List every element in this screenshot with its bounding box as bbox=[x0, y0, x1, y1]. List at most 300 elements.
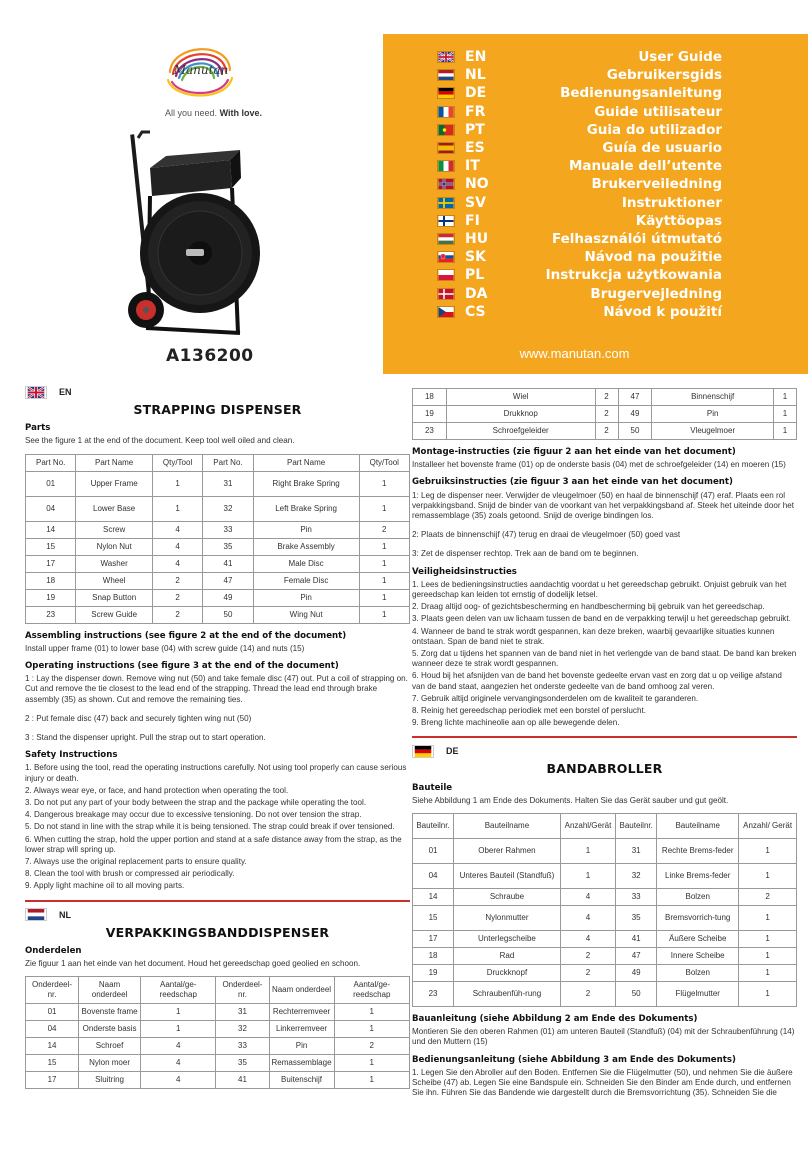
lang-code: FR bbox=[465, 103, 486, 120]
section-lang-code: NL bbox=[59, 909, 71, 920]
table-cell: Bremsvorrich-tung bbox=[657, 906, 739, 931]
parts-table-de bbox=[412, 813, 797, 1007]
finland-flag-icon bbox=[437, 215, 455, 227]
table-cell: 1 bbox=[359, 606, 409, 623]
table-cell: 1 bbox=[739, 965, 797, 982]
table-cell: 17 bbox=[413, 931, 454, 948]
table-cell: Schroefgeleider bbox=[446, 423, 595, 440]
right-column bbox=[412, 388, 797, 1101]
lang-title: User Guide bbox=[638, 49, 722, 66]
section-divider bbox=[412, 736, 797, 738]
table-cell: Linke Brems-feder bbox=[657, 864, 739, 889]
table-cell: 1 bbox=[560, 839, 615, 864]
table-cell: 2 bbox=[595, 423, 618, 440]
operating-step-3: 3: Zet de dispenser rechtop. Trek aan de band om te beginnen. bbox=[412, 549, 639, 559]
language-list bbox=[437, 48, 722, 321]
lang-title: Felhasználói útmutató bbox=[551, 230, 722, 247]
parts-heading: Bauteile bbox=[412, 782, 453, 793]
table-cell: Schraube bbox=[454, 889, 561, 906]
table-cell: Right Brake Spring bbox=[253, 471, 359, 496]
safety-item: 9. Apply light machine oil to all moving parts. bbox=[25, 881, 185, 891]
table-cell: 47 bbox=[616, 948, 657, 965]
table-cell: 23 bbox=[413, 982, 454, 1007]
table-header: Naam onderdeel bbox=[269, 977, 334, 1004]
table-cell: Bovenste frame bbox=[79, 1004, 141, 1021]
table-cell: 4 bbox=[152, 521, 202, 538]
lang-row-cs bbox=[437, 303, 722, 321]
safety-item: 4. Dangerous breakage may occur due to excessive tensioning. Do not over tension the strap. bbox=[25, 810, 362, 820]
safety-item: 2. Draag altijd oog- of gezichtsbescherming en handbescherming bij gebruik van het gereedschap. bbox=[412, 602, 765, 612]
table-cell: Oberer Rahmen bbox=[454, 839, 561, 864]
lang-code: EN bbox=[465, 49, 487, 66]
lang-code: DA bbox=[465, 285, 488, 302]
table-cell: Rechte Brems-feder bbox=[657, 839, 739, 864]
table-cell: 04 bbox=[26, 496, 76, 521]
lang-row-da bbox=[437, 284, 722, 302]
table-cell: 01 bbox=[413, 839, 454, 864]
table-cell: 1 bbox=[334, 1004, 409, 1021]
lang-title: Instruktioner bbox=[621, 194, 722, 211]
table-cell: 1 bbox=[359, 496, 409, 521]
table-cell: 1 bbox=[739, 906, 797, 931]
table-cell: Bolzen bbox=[657, 965, 739, 982]
table-row bbox=[26, 572, 410, 589]
table-header-row bbox=[413, 814, 797, 839]
safety-heading: Safety Instructions bbox=[25, 750, 118, 761]
table-cell: 17 bbox=[26, 555, 76, 572]
lang-title: Návod na použitie bbox=[584, 249, 722, 266]
table-cell: 4 bbox=[560, 906, 615, 931]
table-cell: 1 bbox=[739, 948, 797, 965]
table-cell: Linkerremveer bbox=[269, 1021, 334, 1038]
table-cell: Unterlegscheibe bbox=[454, 931, 561, 948]
safety-item: 6. Houd bij het afsnijden van de band het bovenste gedeelte ervan vast en zorg dat u op veilige afstand van de band staat, aangezien het onderste gedeelte van de band omhoog zal veren. bbox=[412, 671, 782, 691]
table-cell: 4 bbox=[141, 1072, 216, 1089]
parts-heading: Parts bbox=[25, 423, 51, 434]
table-cell: Male Disc bbox=[253, 555, 359, 572]
table-header: Bauteilname bbox=[454, 814, 561, 839]
sweden-flag-icon bbox=[437, 197, 455, 209]
table-row bbox=[413, 839, 797, 864]
netherlands-flag-icon bbox=[25, 908, 47, 921]
spain-flag-icon bbox=[437, 142, 455, 154]
table-cell: 33 bbox=[616, 889, 657, 906]
table-cell: Wheel bbox=[76, 572, 152, 589]
table-header-row bbox=[26, 454, 410, 471]
table-cell: 2 bbox=[334, 1038, 409, 1055]
table-cell: Vleugelmoer bbox=[652, 423, 774, 440]
section-title: VERPAKKINGSBANDDISPENSER bbox=[105, 924, 330, 940]
table-cell: 50 bbox=[616, 982, 657, 1007]
table-cell: 2 bbox=[560, 965, 615, 982]
table-header: Onderdeel-nr. bbox=[216, 977, 269, 1004]
czech-flag-icon bbox=[437, 306, 455, 318]
table-cell: 32 bbox=[216, 1021, 269, 1038]
table-cell: 2 bbox=[560, 982, 615, 1007]
table-cell: Innere Scheibe bbox=[657, 948, 739, 965]
lang-title: Brugervejledning bbox=[590, 285, 722, 302]
table-header: Anzahl/ Gerät bbox=[739, 814, 797, 839]
table-cell: 2 bbox=[595, 389, 618, 406]
table-cell: 2 bbox=[595, 406, 618, 423]
assembling-text: Install upper frame (01) to lower base (04) with screw guide (14) and nuts (15) bbox=[25, 643, 305, 653]
operating-heading: Operating instructions (see figure 3 at the end of the document) bbox=[25, 661, 339, 672]
table-cell: 2 bbox=[152, 589, 202, 606]
lang-code: SK bbox=[465, 249, 486, 266]
table-cell: 17 bbox=[26, 1072, 79, 1089]
bau-text: Montieren Sie den oberen Rahmen (01) am unteren Bauteil (Standfuß) (04) mit der Schraubenführung (14) und den Muttern (15) bbox=[412, 1027, 795, 1047]
table-cell: 18 bbox=[413, 389, 447, 406]
table-cell: 2 bbox=[739, 889, 797, 906]
table-cell: 1 bbox=[359, 572, 409, 589]
assembling-heading: Assembling instructions (see figure 2 at the end of the document) bbox=[25, 630, 347, 641]
lang-title: Bedienungsanleitung bbox=[560, 85, 722, 102]
table-header: Aantal/ge-reedschap bbox=[334, 977, 409, 1004]
lang-code: PL bbox=[465, 267, 485, 284]
table-row bbox=[26, 521, 410, 538]
table-cell: 31 bbox=[203, 471, 253, 496]
table-cell: Nylonmutter bbox=[454, 906, 561, 931]
lang-title: Guía de usuario bbox=[602, 140, 722, 157]
table-cell: 1 bbox=[560, 864, 615, 889]
table-cell: Onderste basis bbox=[79, 1021, 141, 1038]
table-header: Part Name bbox=[76, 454, 152, 471]
lang-code: FI bbox=[465, 212, 480, 229]
safety-item: 4. Wanneer de band te strak wordt gespannen, kan deze breken, waarbij gevaarlijke situaties kunnen ontstaan. Span de band niet te strak. bbox=[412, 626, 775, 646]
header-left-panel bbox=[0, 0, 383, 374]
safety-item: 3. Plaats geen delen van uw lichaam tussen de band en de verpakking terwijl u het gereedschap gebruikt. bbox=[412, 614, 791, 624]
table-cell: Wing Nut bbox=[253, 606, 359, 623]
table-cell: Washer bbox=[76, 555, 152, 572]
lang-title: Brukerveiledning bbox=[591, 176, 722, 193]
table-row bbox=[413, 965, 797, 982]
table-cell: 1 bbox=[359, 471, 409, 496]
table-row bbox=[26, 538, 410, 555]
lang-title: Manuale dell’utente bbox=[568, 158, 722, 175]
lang-code: NO bbox=[465, 176, 489, 193]
table-cell: 31 bbox=[616, 839, 657, 864]
brand-name: Manutan bbox=[173, 63, 229, 77]
france-flag-icon bbox=[437, 106, 455, 118]
table-cell: 49 bbox=[203, 589, 253, 606]
safety-item: 3. Do not put any part of your body between the strap and the package while operating the tool. bbox=[25, 798, 367, 808]
table-cell: 04 bbox=[26, 1021, 79, 1038]
table-cell: 4 bbox=[152, 555, 202, 572]
table-cell: 14 bbox=[413, 889, 454, 906]
table-cell: 33 bbox=[203, 521, 253, 538]
montage-heading: Montage-instructies (zie figuur 2 aan het einde van het document) bbox=[412, 447, 736, 457]
table-cell: 01 bbox=[26, 471, 76, 496]
table-row bbox=[26, 496, 410, 521]
table-cell: 35 bbox=[216, 1055, 269, 1072]
table-cell: 41 bbox=[216, 1072, 269, 1089]
safety-item: 1. Lees de bedieningsinstructies aandachtig voordat u het gereedschap gebruikt. Onjuist gebruik van het gereedschap kan leiden tot ernstig of dodelijk letsel. bbox=[412, 579, 787, 600]
lang-row-pl bbox=[437, 266, 722, 284]
section-title: BANDABROLLER bbox=[546, 761, 663, 777]
table-cell: 1 bbox=[739, 864, 797, 889]
safety-item: 9. Breng lichte machineolie aan op alle bewegende delen. bbox=[412, 718, 620, 728]
table-cell: Binnenschijf bbox=[652, 389, 774, 406]
lang-row-pt bbox=[437, 121, 722, 139]
table-cell: 01 bbox=[26, 1004, 79, 1021]
table-cell: 49 bbox=[616, 965, 657, 982]
table-row bbox=[413, 423, 797, 440]
table-row bbox=[413, 906, 797, 931]
lang-code: CS bbox=[465, 303, 486, 320]
table-header: Qty/Tool bbox=[359, 454, 409, 471]
lang-title: Návod k použití bbox=[603, 303, 722, 320]
website-link[interactable]: www.manutan.com bbox=[519, 346, 630, 361]
table-cell: Female Disc bbox=[253, 572, 359, 589]
portugal-flag-icon bbox=[437, 124, 455, 136]
table-cell: 32 bbox=[616, 864, 657, 889]
table-cell: 2 bbox=[152, 572, 202, 589]
table-cell: 32 bbox=[203, 496, 253, 521]
table-cell: Rad bbox=[454, 948, 561, 965]
table-row bbox=[413, 948, 797, 965]
table-cell: 49 bbox=[618, 406, 652, 423]
uk-flag-icon bbox=[437, 51, 455, 63]
table-cell: Druckknopf bbox=[454, 965, 561, 982]
operating-step-2: 2: Plaats de binnenschijf (47) terug en draai de vleugelmoer (50) goed vast bbox=[412, 530, 681, 540]
table-cell: Buitenschijf bbox=[269, 1072, 334, 1089]
bau-heading: Bauanleitung (siehe Abbildung 2 am Ende des Dokuments) bbox=[412, 1014, 698, 1025]
table-cell: 41 bbox=[616, 931, 657, 948]
table-header: Bauteilnr. bbox=[616, 814, 657, 839]
safety-heading: Veiligheidsinstructies bbox=[412, 566, 517, 577]
netherlands-flag-icon bbox=[437, 69, 455, 81]
denmark-flag-icon bbox=[437, 288, 455, 300]
lang-row-sv bbox=[437, 194, 722, 212]
table-cell: Rechterremveer bbox=[269, 1004, 334, 1021]
table-cell: 14 bbox=[26, 1038, 79, 1055]
table-cell: Drukknop bbox=[446, 406, 595, 423]
table-cell: 1 bbox=[359, 589, 409, 606]
table-header: Part No. bbox=[203, 454, 253, 471]
lang-row-fi bbox=[437, 212, 722, 230]
lang-row-sk bbox=[437, 248, 722, 266]
norway-flag-icon bbox=[437, 178, 455, 190]
table-cell: 1 bbox=[334, 1055, 409, 1072]
table-cell: 19 bbox=[413, 965, 454, 982]
table-header-row bbox=[26, 977, 410, 1004]
section-lang-code: EN bbox=[59, 386, 72, 397]
table-cell: Sluitring bbox=[79, 1072, 141, 1089]
lang-title: Instrukcja użytkowania bbox=[545, 267, 722, 284]
table-cell: Pin bbox=[652, 406, 774, 423]
table-cell: 4 bbox=[141, 1038, 216, 1055]
lang-row-en bbox=[437, 48, 722, 66]
parts-text: Zie figuur 1 aan het einde van het document. Houd het gereedschap goed geolied en schoon. bbox=[25, 959, 361, 969]
table-cell: Äußere Scheibe bbox=[657, 931, 739, 948]
table-cell: 2 bbox=[152, 606, 202, 623]
table-cell: 31 bbox=[216, 1004, 269, 1021]
table-cell: Schraubenfüh-rung bbox=[454, 982, 561, 1007]
operating-step-1: 1. Legen Sie den Abroller auf den Boden. Entfernen Sie die Flügelmutter (50), und nehmen Sie die äußere Scheibe (47) ab. Legen Sie eine Bandspule ein. Schneiden Sie den Binder am Ende durch, und entfernen Sie ihn. Führen Sie das Bandende wie dargestellt durch die Bremsvorrichtung (35). Schneiden Sie die bbox=[412, 1067, 793, 1098]
table-cell: Upper Frame bbox=[76, 471, 152, 496]
table-cell: 4 bbox=[560, 931, 615, 948]
table-cell: 1 bbox=[359, 538, 409, 555]
safety-item: 6. When cutting the strap, hold the upper portion and stand at a safe distance away from the strap, as the lower strap will spring up. bbox=[25, 834, 402, 854]
table-cell: Pin bbox=[253, 521, 359, 538]
table-row bbox=[413, 864, 797, 889]
table-cell: 18 bbox=[413, 948, 454, 965]
left-column bbox=[25, 385, 410, 1094]
table-cell: 1 bbox=[773, 423, 796, 440]
table-header: Bauteilname bbox=[657, 814, 739, 839]
uk-flag-icon bbox=[25, 386, 47, 399]
table-cell: Pin bbox=[269, 1038, 334, 1055]
table-cell: 1 bbox=[334, 1021, 409, 1038]
table-cell: 1 bbox=[359, 555, 409, 572]
table-cell: 35 bbox=[203, 538, 253, 555]
parts-text: Siehe Abbildung 1 am Ende des Dokuments. Halten Sie das Gerät sauber und gut geölt. bbox=[412, 795, 729, 805]
operating-step-2: 2 : Put female disc (47) back and securely tighten wing nut (50) bbox=[25, 713, 252, 723]
table-cell: 2 bbox=[359, 521, 409, 538]
slovakia-flag-icon bbox=[437, 251, 455, 263]
safety-item: 5. Do not stand in line with the strap while it is being tensioned. The strap could break if over tensioned. bbox=[25, 822, 395, 832]
table-cell: 4 bbox=[152, 538, 202, 555]
table-cell: 1 bbox=[739, 839, 797, 864]
table-row bbox=[413, 982, 797, 1007]
section-divider bbox=[25, 900, 410, 902]
table-cell: 50 bbox=[203, 606, 253, 623]
parts-table-nl bbox=[25, 976, 410, 1089]
table-cell: Flügelmutter bbox=[657, 982, 739, 1007]
table-header: Qty/Tool bbox=[152, 454, 202, 471]
table-cell: 15 bbox=[26, 538, 76, 555]
table-cell: 19 bbox=[413, 406, 447, 423]
table-cell: 15 bbox=[413, 906, 454, 931]
table-cell: Schroef bbox=[79, 1038, 141, 1055]
lang-code: ES bbox=[465, 140, 485, 157]
safety-item: 2. Always wear eye, or face, and hand protection when operating the tool. bbox=[25, 785, 289, 795]
table-cell: 1 bbox=[773, 406, 796, 423]
table-row bbox=[26, 589, 410, 606]
parts-table-nl-continued bbox=[412, 388, 797, 440]
table-cell: 4 bbox=[560, 889, 615, 906]
lang-title: Guia do utilizador bbox=[586, 121, 722, 138]
table-cell: Brake Assembly bbox=[253, 538, 359, 555]
lang-row-nl bbox=[437, 66, 722, 84]
lang-code: DE bbox=[465, 85, 487, 102]
table-cell: 2 bbox=[560, 948, 615, 965]
safety-item: 8. Clean the tool with brush or compressed air periodically. bbox=[25, 869, 235, 879]
parts-text: See the figure 1 at the end of the document. Keep tool well oiled and clean. bbox=[25, 436, 295, 446]
italy-flag-icon bbox=[437, 160, 455, 172]
table-header: Part Name bbox=[253, 454, 359, 471]
section-title: STRAPPING DISPENSER bbox=[133, 402, 302, 417]
table-row bbox=[413, 931, 797, 948]
table-cell: Screw Guide bbox=[76, 606, 152, 623]
table-cell: 50 bbox=[618, 423, 652, 440]
germany-flag-icon bbox=[412, 745, 434, 758]
table-header: Naam onderdeel bbox=[79, 977, 141, 1004]
parts-table-en bbox=[25, 454, 410, 624]
operating-step-3: 3 : Stand the dispenser upright. Pull the strap out to start operation. bbox=[25, 733, 266, 743]
table-row bbox=[413, 406, 797, 423]
lang-row-fr bbox=[437, 103, 722, 121]
table-cell: 1 bbox=[141, 1004, 216, 1021]
lang-code: SV bbox=[465, 194, 486, 211]
table-cell: 23 bbox=[26, 606, 76, 623]
table-cell: Lower Base bbox=[76, 496, 152, 521]
safety-item: 7. Gebruik altijd originele vervangingsonderdelen om de kwaliteit te garanderen. bbox=[412, 693, 699, 703]
table-row bbox=[26, 471, 410, 496]
poland-flag-icon bbox=[437, 269, 455, 281]
lang-code: PT bbox=[465, 121, 485, 138]
table-header: Onderdeel-nr. bbox=[26, 977, 79, 1004]
table-cell: 15 bbox=[26, 1055, 79, 1072]
table-cell: 1 bbox=[739, 931, 797, 948]
section-lang-code: DE bbox=[446, 746, 459, 757]
lang-code: IT bbox=[465, 158, 480, 175]
table-cell: 35 bbox=[616, 906, 657, 931]
lang-row-es bbox=[437, 139, 722, 157]
germany-flag-icon bbox=[437, 87, 455, 99]
operating-step-1: 1: Leg de dispenser neer. Verwijder de vleugelmoer (50) en haal de binnenschijf (47) eraf. Plaats een rol verpakkingsband. Snijd de binder van de voorkant van het verpakkingsband af. Steek het uiteinde door het remassemblage (35) zoals getoond. Snijd de overige bindingen los. bbox=[412, 490, 795, 521]
section-header-nl bbox=[25, 908, 410, 922]
table-cell: 19 bbox=[26, 589, 76, 606]
table-cell: Nylon Nut bbox=[76, 538, 152, 555]
table-header: Anzahl/Gerät bbox=[560, 814, 615, 839]
table-row bbox=[413, 389, 797, 406]
table-cell: 47 bbox=[618, 389, 652, 406]
table-row bbox=[26, 1038, 410, 1055]
hungary-flag-icon bbox=[437, 233, 455, 245]
table-cell: 18 bbox=[26, 572, 76, 589]
safety-item: 7. Always use the original replacement parts to ensure quality. bbox=[25, 857, 247, 867]
lang-title: Käyttöopas bbox=[635, 212, 722, 229]
safety-item: 1. Before using the tool, read the operating instructions carefully. Not using tool properly can cause serious injury or death. bbox=[25, 763, 407, 783]
table-cell: 1 bbox=[773, 389, 796, 406]
table-header: Aantal/ge-reedschap bbox=[141, 977, 216, 1004]
gebruik-heading: Gebruiksinstructies (zie figuur 3 aan het einde van het document) bbox=[412, 477, 733, 488]
table-cell: 41 bbox=[203, 555, 253, 572]
operating-step-1: 1 : Lay the dispenser down. Remove wing nut (50) and take female disc (47) out. Put a coil of strapping on. Cut and remove the tie closest to the lead end of the strapping. Thread the lead end through brake assembly (35) as shown. Cut and remove the remaining ties. bbox=[25, 674, 408, 704]
lang-row-no bbox=[437, 175, 722, 193]
table-row bbox=[26, 1072, 410, 1089]
table-header: Part No. bbox=[26, 454, 76, 471]
table-row bbox=[26, 1055, 410, 1072]
table-cell: 04 bbox=[413, 864, 454, 889]
lang-title: Guide utilisateur bbox=[594, 103, 722, 120]
table-cell: Left Brake Spring bbox=[253, 496, 359, 521]
product-code: A136200 bbox=[166, 346, 254, 366]
table-row bbox=[26, 555, 410, 572]
section-header-de bbox=[412, 744, 797, 758]
table-cell: 1 bbox=[152, 496, 202, 521]
table-cell: 14 bbox=[26, 521, 76, 538]
lang-row-it bbox=[437, 157, 722, 175]
tagline-regular: All you need. bbox=[165, 108, 218, 118]
lang-row-de bbox=[437, 84, 722, 102]
table-cell: Screw bbox=[76, 521, 152, 538]
lang-code: NL bbox=[465, 67, 486, 84]
table-cell: Remassemblage bbox=[269, 1055, 334, 1072]
montage-text: Installeer het bovenste frame (01) op de onderste basis (04) met de schroefgeleider (14) en moeren (15) bbox=[412, 460, 786, 470]
table-cell: Pin bbox=[253, 589, 359, 606]
table-cell: 1 bbox=[141, 1021, 216, 1038]
table-cell: Snap Button bbox=[76, 589, 152, 606]
bedienung-heading: Bedienungsanleitung (siehe Abbildung 3 am Ende des Dokuments) bbox=[412, 1054, 736, 1065]
brand-tagline bbox=[165, 108, 262, 118]
table-cell: Wiel bbox=[446, 389, 595, 406]
table-cell: 4 bbox=[141, 1055, 216, 1072]
parts-heading: Onderdelen bbox=[25, 945, 82, 956]
table-cell: 23 bbox=[413, 423, 447, 440]
lang-title: Gebruikersgids bbox=[606, 67, 722, 84]
